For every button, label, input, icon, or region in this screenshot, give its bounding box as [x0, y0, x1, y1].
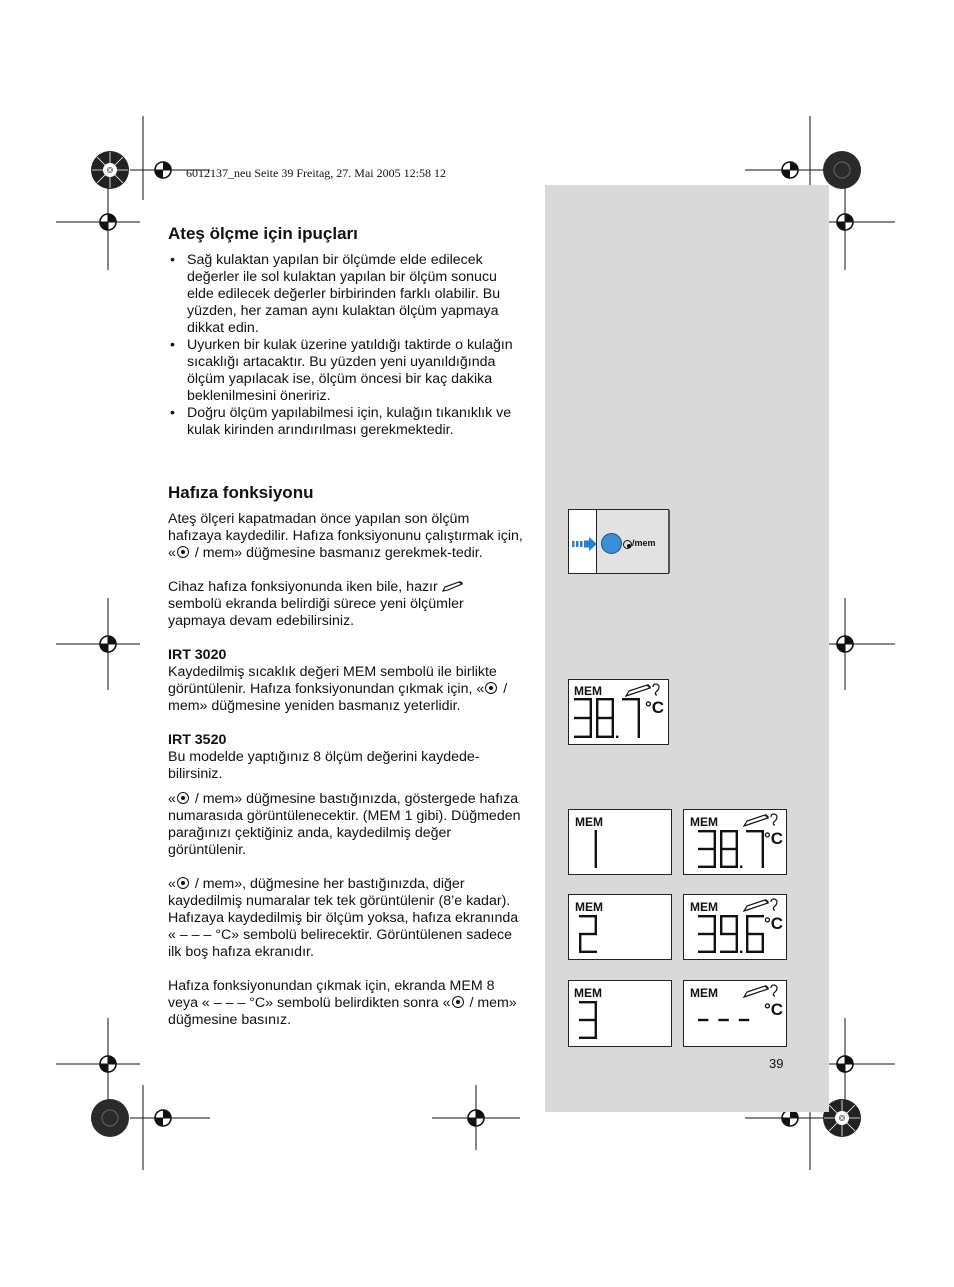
lcd-value-2: [683, 894, 787, 960]
lcd-segment: [595, 1020, 597, 1039]
irt3520-paragraph-2: « / mem», düğmesine her bastığınızda, diğer kaydedilmiş numaralar tek tek görüntülenir (8’e kadar). Hafızaya kaydedilmiş bir ölçüm yoksa, hafıza ekranında « – – – °C» sembolü belirecektir. Görüntülenen sadece ilk boş hafıza ekranıdır.: [168, 876, 519, 960]
lcd-segment: [595, 915, 597, 934]
lcd-segment: [596, 717, 614, 719]
lcd-segment: [574, 717, 592, 719]
irt3020-title: IRT 3020: [168, 647, 227, 663]
lcd-mem-label: MEM: [690, 900, 718, 914]
lcd-segment: [714, 830, 716, 849]
lcd-digits: [579, 830, 609, 868]
mem-button-icon: [177, 877, 189, 889]
lcd-segment: [720, 830, 722, 849]
lcd-segment: [590, 698, 592, 718]
lcd-segment: [698, 848, 716, 850]
lcd-segment: [595, 1001, 597, 1020]
lcd-segment: [762, 849, 764, 868]
lcd-mem-label: MEM: [575, 815, 603, 829]
mem-button-icon: [452, 996, 464, 1008]
mem-button-label: /mem: [632, 538, 656, 548]
lcd-segment: [736, 830, 738, 849]
lcd-segment: [579, 1001, 597, 1003]
lcd-segment: [579, 951, 597, 953]
lcd-segment: [720, 933, 738, 935]
mem-button-icon: [177, 792, 189, 804]
lcd-segment: [596, 698, 598, 718]
lcd-segment: [720, 915, 738, 917]
lcd-segment: [595, 849, 597, 868]
lcd-digits: [574, 698, 646, 738]
lcd-mem-2: [568, 894, 672, 960]
lcd-segment: [638, 718, 640, 738]
tips-heading: Ateş ölçme için ipuçları: [168, 224, 358, 243]
lcd-segment: [638, 698, 640, 718]
lcd-mem-label: MEM: [690, 986, 718, 1000]
lcd-mem-label: MEM: [574, 684, 602, 698]
irt3520-paragraph-1: « / mem» düğmesine bastığınızda, göstergede hafıza numarasıda görüntülenecektir. (MEM 1 gibi). Düğmeden parağınızı çektiğiniz anda, kaydedilmiş değer görüntülenir.: [168, 791, 521, 858]
lcd-segment: [698, 1019, 708, 1021]
mem-button-icon: [485, 682, 497, 694]
lcd-segment: [596, 736, 614, 738]
lcd-mem-number: [579, 915, 609, 953]
lcd-segment: [736, 915, 738, 934]
lcd-segment: [720, 848, 738, 850]
figure-panel: [545, 185, 829, 1112]
ready-paragraph: Cihaz hafıza fonksiyonunda iken bile, hazır sembolü ekranda belirdiği sürece yeni ölçümler yapmaya devam edebilirsiniz.: [168, 579, 464, 629]
lcd-segment: [736, 849, 738, 868]
tip-item: • Doğru ölçüm yapılabilmesi için, kulağın tıkanıklık ve kulak kirinden arındırılması gerekmektedir.: [168, 405, 524, 439]
lcd-segment: [612, 718, 614, 738]
lcd-segment: [574, 698, 592, 700]
memory-heading: Hafıza fonksiyonu: [168, 483, 314, 502]
lcd-value-3: [683, 980, 787, 1047]
lcd-segment: [762, 934, 764, 953]
print-header: 6012137_neu Seite 39 Freitag, 27. Mai 2005 12:58 12: [186, 166, 446, 180]
tip-item: • Sağ kulaktan yapılan bir ölçümde elde edilecek değerler ile sol kulaktan yapılan bir ölçüm sonucu elde edilecek değerler birbirinden farklı olabilir. Bu yüzden, her zaman aynı kulaktan ölçüm yapmaya dikkat edin.: [168, 252, 524, 337]
lcd-temperature: [698, 915, 766, 953]
lcd-segment: [579, 915, 597, 917]
lcd-segment: [720, 849, 722, 868]
lcd-digits: [698, 1001, 766, 1039]
lcd-segment: [746, 951, 764, 953]
lcd-decimal-point: [740, 866, 742, 868]
lcd-digits: [698, 915, 766, 953]
lcd-segment: [596, 718, 598, 738]
pencil-ear-icon: [743, 813, 785, 829]
press-arrow-icon: [572, 537, 598, 551]
memory-intro: Ateş ölçeri kapatmadan önce yapılan son ölçüm hafızaya kaydedilir. Hafıza fonksiyonunu çalıştırmak için, « / mem» düğmesine basmanız gerekmek-tedir.: [168, 511, 523, 561]
lcd-segment: [746, 933, 764, 935]
lcd-unit: °C: [764, 1000, 784, 1019]
lcd-mem-3: [568, 980, 672, 1047]
irt3520-paragraph-3: Hafıza fonksiyonundan çıkmak için, ekranda MEM 8 veya « – – – °C» sembolü belirdikten sonra « / mem» düğmesine basınız.: [168, 978, 517, 1028]
irt3020-text: Kaydedilmiş sıcaklık değeri MEM sembolü ile birlikte görüntülenir. Hafıza fonksiyonundan çıkmak için, « / mem» düğmesine yeniden basmanız yeterlidir.: [168, 664, 508, 714]
main-text: [168, 224, 524, 1029]
lcd-segment: [579, 934, 581, 953]
lcd-mem-number: [579, 1001, 609, 1039]
lcd-segment: [720, 915, 722, 934]
lcd-segment: [579, 1019, 597, 1021]
tip-item: • Uyurken bir kulak üzerine yatıldığı taktirde o kulağın sıcaklığı artacaktır. Bu yüzden yeni uyanıldığında ölçüm yapılacak ise, ölçüm öncesi bir kaç dakika beklenilmesini öneririz.: [168, 337, 524, 405]
lcd-digits: [698, 830, 766, 868]
lcd-digits: [579, 915, 609, 953]
lcd-segment: [574, 736, 592, 738]
lcd-segment: [720, 951, 738, 953]
lcd-segment: [698, 915, 716, 917]
lcd-segment: [714, 915, 716, 934]
lcd-unit: °C: [645, 698, 665, 717]
lcd-temperature: [574, 698, 646, 738]
lcd-segment: [746, 915, 748, 934]
lcd-mem-label: MEM: [574, 986, 602, 1000]
lcd-value-1: [683, 809, 787, 875]
lcd-segment: [590, 718, 592, 738]
lcd-segment: [718, 1019, 728, 1021]
lcd-segment: [720, 866, 738, 868]
ready-pencil-icon: [442, 581, 464, 593]
lcd-mem-label: MEM: [690, 815, 718, 829]
lcd-digits: [579, 1001, 609, 1039]
lcd-segment: [596, 698, 614, 700]
page-number: 39: [769, 1056, 784, 1071]
irt3520-title: IRT 3520: [168, 732, 227, 748]
lcd-unit: °C: [764, 829, 784, 848]
lcd-segment: [595, 830, 597, 849]
lcd-segment: [746, 934, 748, 953]
lcd-segment: [698, 933, 716, 935]
lcd-segment: [579, 933, 597, 935]
lcd-segment: [698, 830, 716, 832]
lcd-mem-label: MEM: [575, 900, 603, 914]
lcd-temperature: [698, 830, 766, 868]
lcd-decimal-point: [740, 951, 742, 953]
mem-button-icon: [177, 546, 189, 558]
lcd-segment: [739, 1019, 749, 1021]
lcd-mem-number: [579, 830, 609, 868]
lcd-segment: [746, 915, 764, 917]
pencil-ear-icon: [625, 683, 667, 699]
mem-button-icon: [623, 540, 632, 549]
lcd-segment: [720, 830, 738, 832]
lcd-segment: [736, 934, 738, 953]
lcd-segment: [714, 849, 716, 868]
mem-button: [601, 533, 622, 554]
lcd-decimal-point: [616, 736, 618, 738]
tips-list: [168, 252, 524, 439]
lcd-segment: [746, 830, 764, 832]
lcd-temperature: [698, 1001, 766, 1039]
pencil-ear-icon: [743, 984, 785, 1000]
lcd-segment: [698, 951, 716, 953]
lcd-segment: [698, 866, 716, 868]
pencil-ear-icon: [743, 898, 785, 914]
lcd-main: [568, 679, 669, 745]
lcd-segment: [612, 698, 614, 718]
lcd-mem-1: [568, 809, 672, 875]
lcd-unit: °C: [764, 914, 784, 933]
irt3520-text: Bu modelde yaptığınız 8 ölçüm değerini kaydede-bilirsiniz.: [168, 749, 480, 782]
lcd-segment: [579, 1037, 597, 1039]
lcd-segment: [714, 934, 716, 953]
mem-button-figure: [568, 509, 669, 574]
